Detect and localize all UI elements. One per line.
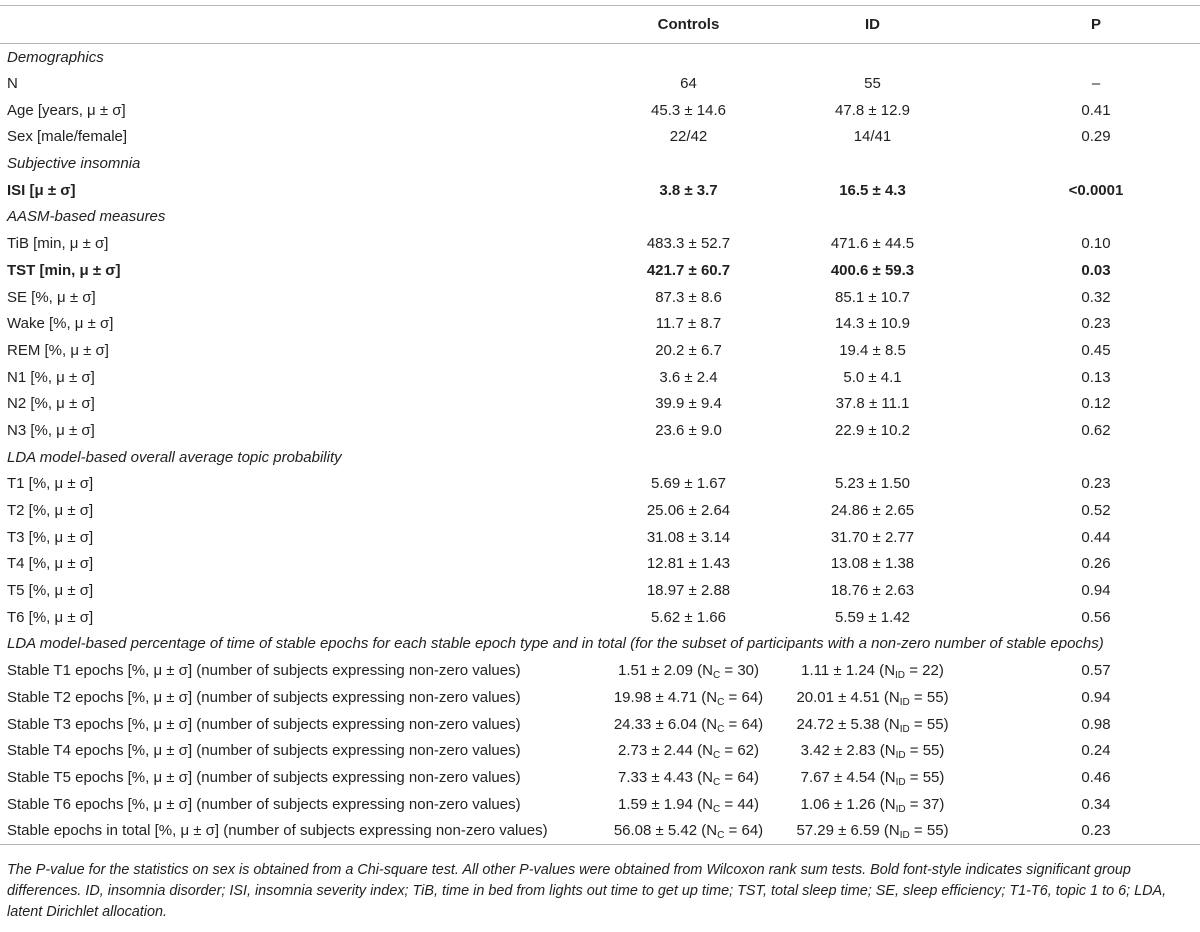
table-row [0, 390, 1200, 417]
table-row [0, 604, 1200, 631]
id-value-text: 37.8 ± 11.1 [835, 395, 910, 413]
n-subscript: ID [895, 670, 906, 682]
controls-value-text: 11.7 ± 8.7 [655, 315, 722, 333]
controls-value-text: 19.98 ± 4.71 [613, 688, 698, 706]
controls-value [589, 70, 787, 97]
n-symbol: N [702, 742, 713, 760]
table-row [0, 711, 1200, 738]
table-row [0, 737, 1200, 764]
id-value [787, 417, 970, 444]
subject-count: $(N_{ID} = 37)$ [875, 795, 945, 815]
p-value-text: 0.94 [1081, 582, 1111, 600]
row-label [0, 310, 589, 337]
row-label [0, 177, 589, 204]
id-value-text: 20.01 ± 4.51 [796, 688, 880, 706]
row-label [0, 791, 589, 818]
p-value-text: 0.44 [1081, 528, 1111, 546]
id-value [787, 257, 970, 284]
row-label [0, 124, 589, 151]
id-value-text: 1.11 ± 1.24 [801, 662, 876, 680]
row-label [0, 257, 589, 284]
p-value-text: 0.13 [1081, 368, 1111, 386]
n-value: 64 [741, 822, 759, 840]
n-subscript: ID [899, 696, 910, 708]
p-value [970, 177, 1200, 204]
n-subscript: C [717, 723, 725, 735]
p-value-text: 0.23 [1081, 475, 1111, 493]
header-cell-id: ID [787, 6, 970, 44]
n-subscript: ID [895, 750, 906, 762]
p-value [970, 577, 1200, 604]
row-label [0, 577, 589, 604]
controls-value [589, 284, 787, 311]
subject-count: $(N_C = 44)$ [692, 795, 759, 815]
n-subscript: ID [895, 776, 906, 788]
p-value [970, 737, 1200, 764]
controls-value [589, 711, 787, 738]
controls-value-text: 3.6 ± 2.4 [659, 368, 718, 386]
row-label-text: N1 [%, μ ± σ] [7, 368, 95, 386]
p-value-text: 0.62 [1081, 421, 1111, 439]
controls-value [589, 417, 787, 444]
id-value [787, 390, 970, 417]
n-subscript: C [717, 830, 725, 842]
subject-count: $(N_{ID} = 55)$ [875, 768, 945, 788]
controls-value [589, 791, 787, 818]
row-label [0, 364, 589, 391]
id-value [787, 817, 970, 844]
id-value [787, 737, 970, 764]
controls-value-text: 5.69 ± 1.67 [651, 475, 726, 493]
p-value [970, 791, 1200, 818]
table-row [0, 337, 1200, 364]
p-value [970, 817, 1200, 844]
p-value-text: – [1091, 75, 1101, 93]
table-row [0, 684, 1200, 711]
section-row [0, 631, 1200, 658]
p-value [970, 657, 1200, 684]
n-value: 64 [741, 688, 759, 706]
id-value-text: 5.0 ± 4.1 [843, 368, 902, 386]
p-value-text: 0.10 [1081, 235, 1111, 253]
id-value [787, 604, 970, 631]
n-symbol: N [702, 662, 713, 680]
n-value: 62 [737, 742, 754, 760]
table-row [0, 310, 1200, 337]
controls-value [589, 310, 787, 337]
row-label-text: Sex [male/female] [7, 128, 128, 146]
n-symbol: N [884, 768, 896, 786]
p-value [970, 551, 1200, 578]
controls-value [589, 124, 787, 151]
controls-value-text: 3.8 ± 3.7 [659, 181, 718, 199]
row-label-text: TiB [min, μ ± σ] [7, 235, 109, 253]
row-label-text: Stable T1 epochs [%, μ ± σ] (number of subjects expressing non-zero values) [7, 662, 521, 680]
p-value-text: 0.29 [1081, 128, 1111, 146]
p-value-text: 0.57 [1081, 662, 1111, 680]
p-value [970, 124, 1200, 151]
id-value-text: 5.59 ± 1.42 [835, 608, 910, 626]
id-value [787, 124, 970, 151]
row-label [0, 524, 589, 551]
row-label-text: T1 [%, μ ± σ] [7, 475, 94, 493]
n-symbol: N [888, 822, 900, 840]
section-row [0, 44, 1200, 71]
row-label [0, 337, 589, 364]
n-value: 44 [737, 795, 754, 813]
row-label [0, 471, 589, 498]
table-row [0, 124, 1200, 151]
controls-value-text: 25.06 ± 2.64 [646, 502, 731, 520]
p-value-text: 0.03 [1081, 261, 1111, 279]
row-label [0, 551, 589, 578]
n-subscript: C [712, 776, 721, 788]
id-value [787, 337, 970, 364]
table-row [0, 417, 1200, 444]
p-value [970, 684, 1200, 711]
p-value [970, 70, 1200, 97]
id-value-text: 16.5 ± 4.3 [839, 181, 906, 199]
table-row [0, 764, 1200, 791]
row-label [0, 737, 589, 764]
controls-value [589, 551, 787, 578]
id-value-text: 24.72 ± 5.38 [796, 715, 880, 733]
row-label-text: REM [%, μ ± σ] [7, 341, 109, 359]
id-value [787, 551, 970, 578]
id-value-text: 14.3 ± 10.9 [835, 315, 910, 333]
n-subscript: ID [895, 803, 906, 815]
row-label [0, 390, 589, 417]
id-value [787, 177, 970, 204]
controls-value-text: 31.08 ± 3.14 [646, 528, 731, 546]
row-label [0, 284, 589, 311]
controls-value [589, 604, 787, 631]
p-value [970, 764, 1200, 791]
id-value-text: 400.6 ± 59.3 [830, 261, 915, 279]
section-title: Demographics [7, 48, 104, 66]
table-row [0, 497, 1200, 524]
row-label [0, 817, 589, 844]
controls-value-text: 64 [680, 75, 697, 93]
section-title: LDA model-based overall average topic probability [7, 448, 342, 466]
n-value: 22 [922, 662, 939, 680]
id-value [787, 577, 970, 604]
header-cell-label [0, 6, 589, 44]
id-value [787, 764, 970, 791]
p-value [970, 497, 1200, 524]
section-title: Subjective insomnia [7, 155, 141, 173]
id-value-text: 55 [864, 75, 881, 93]
row-label-text: N [7, 75, 18, 93]
controls-value [589, 177, 787, 204]
table-row [0, 364, 1200, 391]
subject-count: $(N_C = 64)$ [697, 688, 764, 708]
n-value: 55 [922, 742, 940, 760]
n-value: 55 [922, 768, 940, 786]
subject-count: $(N_C = 30)$ [692, 662, 759, 682]
row-label-text: Wake [%, μ ± σ] [7, 315, 114, 333]
p-value-text: 0.24 [1081, 742, 1111, 760]
controls-value [589, 390, 787, 417]
id-value-text: 13.08 ± 1.38 [830, 555, 915, 573]
table-row [0, 97, 1200, 124]
n-symbol: N [706, 715, 718, 733]
row-label-text: Stable T4 epochs [%, μ ± σ] (number of subjects expressing non-zero values) [7, 742, 521, 760]
row-label-text: T2 [%, μ ± σ] [7, 502, 94, 520]
table-row [0, 791, 1200, 818]
section-title: AASM-based measures [7, 208, 166, 226]
p-value [970, 524, 1200, 551]
id-value-text: 31.70 ± 2.77 [830, 528, 915, 546]
n-subscript: ID [899, 830, 910, 842]
row-label [0, 417, 589, 444]
p-value [970, 230, 1200, 257]
n-symbol: N [884, 742, 896, 760]
controls-value-text: 39.9 ± 9.4 [655, 395, 722, 413]
n-value: 37 [922, 795, 940, 813]
controls-value [589, 524, 787, 551]
controls-value [589, 657, 787, 684]
controls-value-text: 483.3 ± 52.7 [646, 235, 731, 253]
row-label [0, 97, 589, 124]
controls-value-text: 20.2 ± 6.7 [655, 341, 722, 359]
p-value [970, 471, 1200, 498]
id-value [787, 310, 970, 337]
section-row [0, 444, 1200, 471]
p-value-text: <0.0001 [1068, 181, 1124, 199]
n-value: 55 [926, 688, 944, 706]
subject-count: $(N_C = 64)$ [692, 768, 759, 788]
id-value [787, 524, 970, 551]
n-symbol: N [884, 795, 896, 813]
row-label [0, 711, 589, 738]
controls-value [589, 497, 787, 524]
n-subscript: C [712, 750, 721, 762]
p-value-text: 0.45 [1081, 341, 1111, 359]
row-label [0, 70, 589, 97]
n-value: 55 [926, 822, 944, 840]
n-subscript: C [717, 696, 725, 708]
n-subscript: ID [899, 723, 910, 735]
controls-value [589, 817, 787, 844]
section-row [0, 150, 1200, 177]
id-value-text: 14/41 [853, 128, 892, 146]
controls-value-text: 2.73 ± 2.44 [617, 742, 693, 760]
controls-value-text: 1.59 ± 1.94 [617, 795, 693, 813]
p-value-text: 0.52 [1081, 502, 1111, 520]
row-label-text: N3 [%, μ ± σ] [7, 421, 95, 439]
results-table [0, 5, 1200, 845]
id-value [787, 97, 970, 124]
p-value-text: 0.46 [1081, 768, 1111, 786]
p-value [970, 257, 1200, 284]
controls-value [589, 364, 787, 391]
row-label-text: T4 [%, μ ± σ] [7, 555, 94, 573]
controls-value [589, 97, 787, 124]
subject-count: $(N_{ID} = 55)$ [879, 822, 949, 842]
row-label [0, 604, 589, 631]
n-value: 30 [737, 662, 754, 680]
p-value [970, 337, 1200, 364]
id-value [787, 230, 970, 257]
id-value-text: 85.1 ± 10.7 [835, 288, 910, 306]
controls-value [589, 471, 787, 498]
table-row [0, 257, 1200, 284]
id-value [787, 657, 970, 684]
n-symbol: N [888, 715, 900, 733]
id-value [787, 791, 970, 818]
n-value: 64 [741, 715, 759, 733]
p-value [970, 284, 1200, 311]
p-value-text: 0.12 [1081, 395, 1111, 413]
row-label-text: Stable epochs in total [%, μ ± σ] (number of subjects expressing non-zero values) [7, 822, 548, 840]
n-symbol: N [702, 795, 713, 813]
id-value-text: 24.86 ± 2.65 [830, 502, 915, 520]
table-row [0, 284, 1200, 311]
p-value [970, 604, 1200, 631]
controls-value-text: 45.3 ± 14.6 [651, 101, 726, 119]
table-row [0, 577, 1200, 604]
row-label-text: SE [%, μ ± σ] [7, 288, 96, 306]
p-value-text: 0.98 [1081, 715, 1111, 733]
row-label [0, 684, 589, 711]
controls-value [589, 577, 787, 604]
controls-value [589, 764, 787, 791]
n-symbol: N [702, 768, 713, 786]
p-value-text: 0.23 [1081, 822, 1111, 840]
header-cell-p: P [970, 6, 1200, 44]
row-label-text: N2 [%, μ ± σ] [7, 395, 95, 413]
controls-value-text: 24.33 ± 6.04 [613, 715, 698, 733]
row-label-text: T3 [%, μ ± σ] [7, 528, 94, 546]
subject-count: $(N_{ID} = 55)$ [879, 715, 949, 735]
controls-value-text: 18.97 ± 2.88 [646, 582, 731, 600]
row-label-text: Stable T2 epochs [%, μ ± σ] (number of subjects expressing non-zero values) [7, 688, 521, 706]
table-row [0, 471, 1200, 498]
n-subscript: C [712, 670, 721, 682]
table-footnote: The P-value for the statistics on sex is obtained from a Chi-square test. All other P-values were obtained from Wilcoxon rank sum tests. Bold font-style indicates significant group differences. ID, insomnia disorder; ISI, insomnia severity index; TiB, time in bed from lights out time to get up time; TST, total sleep time; SE, sleep efficiency; T1-T6, topic 1 to 6; LDA, latent Dirichlet allocation. [7, 862, 1167, 920]
id-value-text: 3.42 ± 2.83 [800, 742, 876, 760]
controls-value [589, 337, 787, 364]
row-label-text: Stable T6 epochs [%, μ ± σ] (number of subjects expressing non-zero values) [7, 795, 521, 813]
id-value [787, 711, 970, 738]
n-symbol: N [884, 662, 896, 680]
id-value [787, 497, 970, 524]
p-value [970, 97, 1200, 124]
header-row [0, 6, 1200, 44]
n-symbol: N [888, 688, 900, 706]
table-row [0, 230, 1200, 257]
n-symbol: N [706, 822, 718, 840]
controls-value [589, 230, 787, 257]
id-value [787, 684, 970, 711]
id-value-text: 57.29 ± 6.59 [796, 822, 880, 840]
table-row [0, 177, 1200, 204]
id-value-text: 47.8 ± 12.9 [835, 101, 910, 119]
id-value-text: 18.76 ± 2.63 [830, 582, 915, 600]
section-row [0, 204, 1200, 231]
row-label-text: Age [years, μ ± σ] [7, 101, 126, 119]
n-value: 64 [737, 768, 754, 786]
id-value-text: 1.06 ± 1.26 [800, 795, 876, 813]
header-cell-controls: Controls [589, 6, 787, 44]
table-row [0, 657, 1200, 684]
n-subscript: C [712, 803, 721, 815]
controls-value-text: 56.08 ± 5.42 [613, 822, 698, 840]
table-row [0, 817, 1200, 844]
row-label-text: TST [min, μ ± σ] [7, 261, 121, 279]
row-label [0, 230, 589, 257]
p-value-text: 0.26 [1081, 555, 1111, 573]
row-label [0, 657, 589, 684]
p-value-text: 0.41 [1081, 101, 1111, 119]
id-value [787, 471, 970, 498]
id-value [787, 70, 970, 97]
p-value [970, 364, 1200, 391]
id-value-text: 19.4 ± 8.5 [839, 341, 906, 359]
table-row [0, 70, 1200, 97]
id-value [787, 364, 970, 391]
controls-value-text: 421.7 ± 60.7 [646, 261, 731, 279]
p-value [970, 417, 1200, 444]
row-label-text: T6 [%, μ ± σ] [7, 608, 94, 626]
controls-value [589, 737, 787, 764]
row-label-text: ISI [μ ± σ] [7, 181, 76, 199]
controls-value-text: 5.62 ± 1.66 [651, 608, 726, 626]
id-value-text: 22.9 ± 10.2 [835, 421, 910, 439]
controls-value [589, 684, 787, 711]
table-body [0, 44, 1200, 845]
p-value-text: 0.32 [1081, 288, 1111, 306]
controls-value-text: 22/42 [669, 128, 708, 146]
p-value [970, 711, 1200, 738]
controls-value-text: 87.3 ± 8.6 [655, 288, 722, 306]
subject-count: $(N_C = 64)$ [697, 715, 764, 735]
row-label [0, 497, 589, 524]
p-value-text: 0.94 [1081, 688, 1111, 706]
controls-value-text: 12.81 ± 1.43 [646, 555, 731, 573]
p-value-text: 0.34 [1081, 795, 1111, 813]
subject-count: $(N_{ID} = 22)$ [875, 662, 944, 682]
controls-value-text: 1.51 ± 2.09 [617, 662, 693, 680]
p-value [970, 390, 1200, 417]
subject-count: $(N_C = 64)$ [697, 822, 764, 842]
row-label [0, 764, 589, 791]
subject-count: $(N_C = 62)$ [692, 742, 759, 762]
controls-value [589, 257, 787, 284]
p-value [970, 310, 1200, 337]
id-value-text: 471.6 ± 44.5 [830, 235, 915, 253]
p-value-text: 0.56 [1081, 608, 1111, 626]
n-value: 55 [926, 715, 944, 733]
id-value [787, 284, 970, 311]
id-value-text: 5.23 ± 1.50 [835, 475, 910, 493]
subject-count: $(N_{ID} = 55)$ [879, 688, 949, 708]
row-label-text: Stable T5 epochs [%, μ ± σ] (number of subjects expressing non-zero values) [7, 768, 521, 786]
subject-count: $(N_{ID} = 55)$ [875, 742, 945, 762]
row-label-text: T5 [%, μ ± σ] [7, 582, 94, 600]
id-value-text: 7.67 ± 4.54 [800, 768, 876, 786]
controls-value-text: 23.6 ± 9.0 [655, 421, 722, 439]
section-title: LDA model-based percentage of time of stable epochs for each stable epoch type and in total (for the subset of participants with a non-zero number of stable epochs) [7, 635, 1104, 653]
p-value-text: 0.23 [1081, 315, 1111, 333]
table-row [0, 551, 1200, 578]
n-symbol: N [706, 688, 718, 706]
table-row [0, 524, 1200, 551]
controls-value-text: 7.33 ± 4.43 [617, 768, 693, 786]
row-label-text: Stable T3 epochs [%, μ ± σ] (number of subjects expressing non-zero values) [7, 715, 521, 733]
